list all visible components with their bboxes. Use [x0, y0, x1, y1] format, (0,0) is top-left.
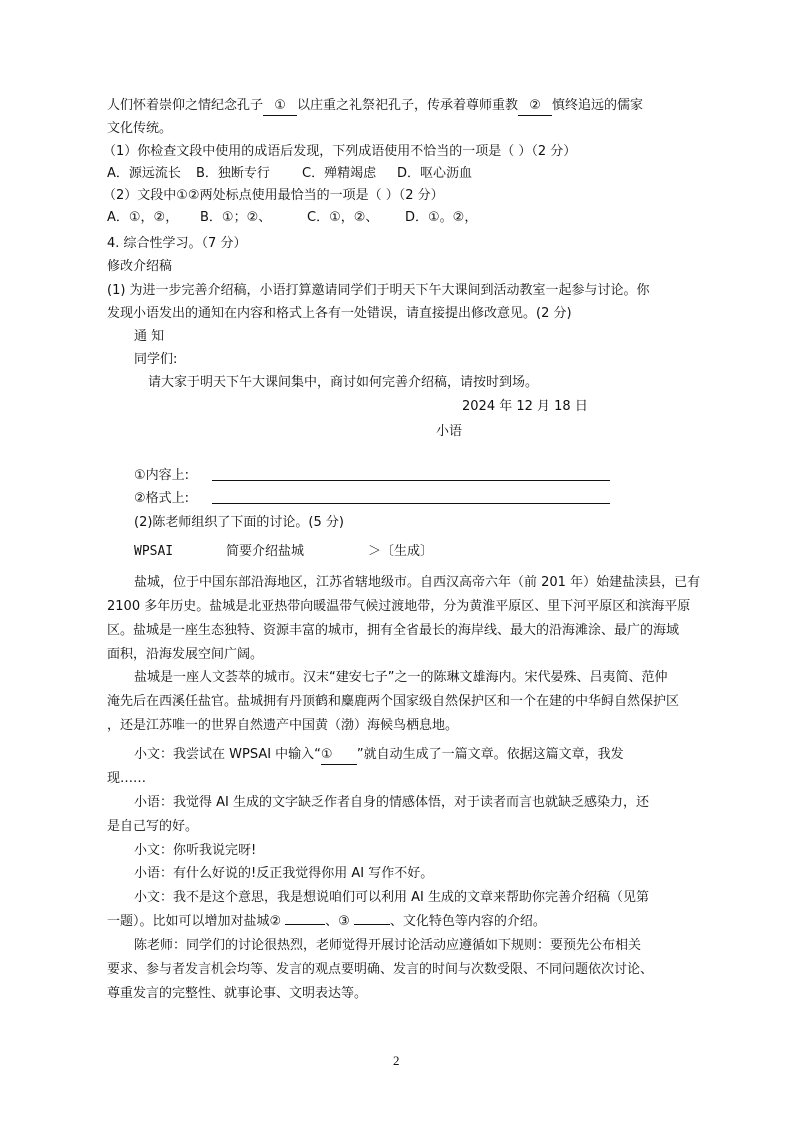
- ai-generate-button[interactable]: ＞〔生成〕: [368, 544, 434, 559]
- q1-option-b: B．独断专行: [196, 166, 270, 181]
- dialogue-xiaoyu-1-cont: 是自己写的好。: [107, 819, 199, 834]
- question-2-stem: （2）文段中①②两处标点使用最恰当的一项是（ ）（2 分）: [103, 188, 444, 203]
- dialogue-xiaowen-1: 小文：我尝试在 WPSAI 中输入“① ”就自动生成了一篇文章。依据这篇文章，我发: [134, 746, 624, 765]
- question-1-stem: （1）你检查文段中使用的成语后发现，下列成语使用不恰当的一项是（ ）（2 分）: [103, 144, 577, 159]
- dialogue-teacher-1: 陈老师：同学们的讨论很热烈，老师觉得开展讨论活动应遵循如下规则：要预先公布相关: [134, 938, 642, 953]
- q2-option-d: D．①。②，: [405, 210, 478, 225]
- q2-option-c: C．①，②、: [307, 210, 379, 225]
- section-4-title: 4. 综合性学习。（7 分）: [107, 236, 247, 251]
- task-2-stem: (2)陈老师组织了下面的讨论。(5 分): [134, 515, 344, 530]
- content-answer-label: ①内容上:: [134, 468, 190, 483]
- task-1-line-1: (1) 为进一步完善介绍稿，小语打算邀请同学们于明天下午大课间到活动教室一起参与讨论。你: [107, 283, 650, 298]
- q1-option-d: D．呕心沥血: [397, 166, 473, 181]
- article-p1-line-2: 2100 多年历史。盐城是北亚热带向暖温带气候过渡地带，分为黄淮平原区、里下河平原区和滨海平原: [107, 599, 691, 614]
- article-p1-line-4: 面积，沿海发展空间广阔。: [107, 647, 264, 662]
- article-p2-line-1: 盐城是一座人文荟萃的城市。汉末“建安七子”之一的陈琳文雄海内。宋代晏殊、吕夷简、范仲: [134, 670, 668, 685]
- task-1-line-2: 发现小语发出的通知在内容和格式上各有一处错误，请直接提出修改意见。(2 分): [107, 306, 572, 321]
- notice-body: 请大家于明天下午大课间集中，商讨如何完善介绍稿，请按时到场。: [148, 375, 539, 390]
- blank-2-answer[interactable]: [285, 924, 325, 925]
- section-4-subtitle: 修改介绍稿: [107, 259, 173, 274]
- dialogue-teacher-2: 要求、参与者发言机会均等、发言的观点要明确、发言的时间与次数受限、不同问题依次讨论、: [107, 962, 654, 977]
- passage-line-2: 文化传统。: [107, 121, 173, 136]
- blank-2: ②: [518, 97, 552, 116]
- dialogue-xiaowen-1-cont: 现……: [107, 771, 147, 786]
- ai-app-name: WPSAI: [134, 544, 174, 559]
- q2-option-a: A．①，②，: [107, 210, 179, 225]
- dialogue-xiaowen-3-cont: 一题）。比如可以增加对盐城② 、③ 、文化特色等内容的介绍。: [107, 914, 546, 929]
- notice-signature: 小语: [436, 424, 463, 439]
- blank-3-answer[interactable]: [354, 924, 390, 925]
- format-answer-label: ②格式上:: [134, 491, 190, 506]
- notice-greeting: 同学们:: [134, 352, 178, 367]
- q1-option-c: C．殚精竭虑: [302, 166, 377, 181]
- article-p2-line-2: 淹先后在西溪任盐官。盐城拥有丹顶鹤和麋鹿两个国家级自然保护区和一个在建的中华鲟自然保护区: [107, 694, 680, 709]
- article-p1-line-3: 区。盐城是一座生态独特、资源丰富的城市，拥有全省最长的海岸线、最大的沿海滩涂、最广的海域: [107, 623, 680, 638]
- notice-date: 2024 年 12 月 18 日: [462, 399, 588, 414]
- dialogue-teacher-3: 尊重发言的完整性、就事论事、文明表达等。: [107, 986, 368, 1001]
- passage-line-1: 人们怀着崇仰之情纪念孔子 ① 以庄重之礼祭祀孔子，传承着尊师重教 ② 慎终追远的儒家: [107, 97, 643, 116]
- dialogue-xiaowen-2: 小文：你听我说完呀!: [134, 843, 257, 858]
- blank-prompt: ①: [321, 746, 357, 765]
- blank-1: ①: [263, 97, 297, 116]
- content-answer-line[interactable]: [212, 480, 610, 481]
- article-p2-line-3: ，还是江苏唯一的世界自然遗产中国黄（渤）海候鸟栖息地。: [107, 718, 459, 733]
- notice-title: 通 知: [134, 329, 165, 344]
- article-p1-line-1: 盐城，位于中国东部沿海地区，江苏省辖地级市。自西汉高帝六年（前 201 年）始建盐渎县，已有: [134, 575, 701, 590]
- dialogue-xiaoyu-1: 小语：我觉得 AI 生成的文字缺乏作者自身的情感体悟，对于读者而言也就缺乏感染力，还: [134, 795, 649, 810]
- q2-option-b: B．①；②、: [200, 210, 272, 225]
- q1-option-a: A．源远流长: [107, 166, 181, 181]
- format-answer-line[interactable]: [212, 503, 610, 504]
- dialogue-xiaoyu-2: 小语：有什么好说的!反正我觉得你用 AI 写作不好。: [134, 866, 434, 881]
- dialogue-xiaowen-3: 小文：我不是这个意思，我是想说咱们可以利用 AI 生成的文章来帮助你完善介绍稿（见第: [134, 890, 649, 905]
- ai-prompt: 简要介绍盐城: [226, 544, 305, 559]
- page-number: 2: [393, 1053, 400, 1068]
